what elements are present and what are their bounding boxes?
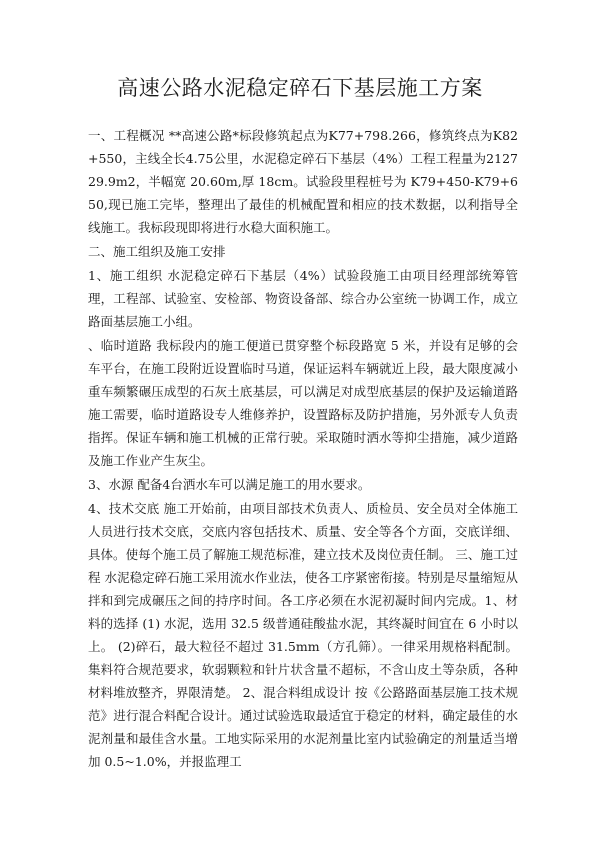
paragraph-project-overview: 一、工程概况 **高速公路*标段修筑起点为K77+798.266，修筑终点为K82+550，主线全长4.75公里，水泥稳定碎石下基层（4%）工程工程量为212729.9m2，半幅宽 20.60m,厚 18cm。试验段里程桩号为 K79+450-K79+650,现已施工完毕，整理出了最佳的机械配置和相应的技术数据，以利指导全线施工。我标段现即将进行水稳大面积施工。 [88, 128, 518, 235]
paragraph-construction-organization: 1、施工组织 水泥稳定碎石下基层（4%）试验段施工由项目经理部统筹管理，工程部、试验室、安检部、物资设备部、综合办公室统一协调工作，成立路面基层施工小组。 [88, 268, 518, 329]
paragraph-temporary-road: 、临时道路 我标段内的施工便道已贯穿整个标段路宽 5 米，并设有足够的会车平台，在施工段附近设置临时马道，保证运料车辆就近上段，最大限度减小重车频繁碾压成型的石灰土底基层，可以满足对成型底基层的保护及运输道路施工需要，临时道路设专人维修养护，设置路标及防护措施，另外派专人负责指挥。保证车辆和施工机械的正常行驶。采取随时洒水等抑尘措施，减少道路及施工作业产生灰尘。 [88, 338, 518, 468]
document-title: 高速公路水泥稳定碎石下基层施工方案 [117, 76, 483, 100]
paragraph-water-source: 3、水源 配备4台洒水车可以满足施工的用水要求。 [88, 477, 371, 492]
section-heading-organization: 二、施工组织及施工安排 [88, 244, 226, 259]
paragraph-technical-briefing: 4、技术交底 施工开始前，由项目部技术负责人、质检员、安全员对全体施工人员进行技术交底，交底内容包括技术、质量、安全等各个方面，交底详细、具体。使每个施工员了解施工规范标准，建立技术及岗位责任制。 三、施工过程 水泥稳定碎石施工采用流水作业法，使各工序紧密衔接。特别是尽量缩短从拌和到完成碾压之间的持序时间。各工序必须在水泥初凝时间内完成。1、材料的选择 (1) 水泥，选用 32.5 级普通硅酸盐水泥，其终凝时间宜在 6 小时以上。 (2)碎石，最大粒径不超过 31.5mm（方孔筛）。一律采用规格料配制。 集料符合规范要求，软弱颗粒和针片状含量不超标，不含山皮土等杂质，各种材料堆放整齐，界限清楚。 2、混合料组成设计 按《公路路面基层施工技术规范》进行混合料配合设计。通过试验选取最适宜于稳定的材料，确定最佳的水泥剂量和最佳含水量。工地实际采用的水泥剂量比室内试验确定的剂量适当增加 0.5~1.0%，并报监理工 [88, 501, 518, 769]
document-body [88, 124, 518, 774]
